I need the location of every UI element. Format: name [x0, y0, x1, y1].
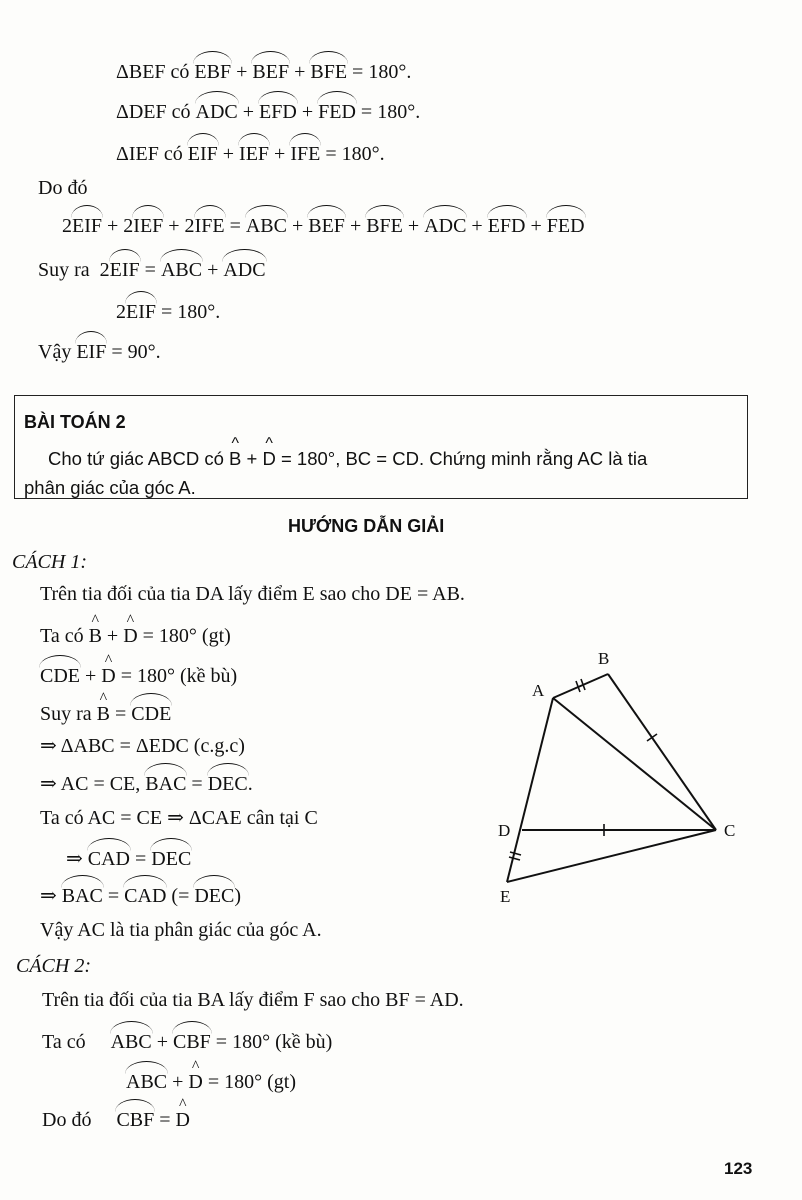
angle: CBF	[173, 1028, 211, 1054]
angle: ABC	[111, 1028, 152, 1054]
angle: EFD	[259, 98, 297, 124]
segment-ae	[507, 698, 553, 882]
angle: EIF	[72, 212, 102, 238]
text: ⇒	[66, 848, 83, 870]
text: = 180°, BC = CD. Chứng minh rằng AC là tia	[280, 448, 648, 469]
text: Suy ra	[38, 259, 90, 281]
text: =	[115, 703, 127, 725]
text: = 180°.	[360, 101, 421, 123]
text: Suy ra	[40, 703, 92, 725]
triangle-bef-line: ΔBEF có EBF + BEF + BFE = 180°.	[116, 58, 411, 84]
text: +	[106, 625, 119, 647]
angle: CAD	[88, 845, 130, 871]
angle-d: ^ D	[262, 447, 275, 471]
angle: BEF	[252, 58, 289, 84]
angle-b: ^ B	[229, 447, 241, 471]
angle: ^ D	[176, 1108, 190, 1132]
text: ΔBEF có	[116, 61, 190, 83]
angle: FED	[318, 98, 356, 124]
text: ΔIEF có	[116, 143, 183, 165]
cach2-line-4	[42, 1106, 190, 1132]
angle: ADC	[223, 256, 265, 282]
text: = 180°.	[352, 61, 412, 83]
text: .	[247, 773, 253, 795]
angle: ABC	[126, 1068, 167, 1094]
cach1-line-1: Trên tia đối của tia DA lấy điểm E sao cho DE = AB.	[40, 583, 465, 605]
text: = 180° (kề bù)	[120, 665, 238, 687]
angle: ^ D	[188, 1070, 202, 1094]
guide-title: HƯỚNG DẪN GIẢI	[288, 516, 445, 536]
angle: IEF	[133, 212, 163, 238]
text: =	[135, 848, 147, 870]
angle: EIF	[110, 256, 140, 282]
text: Cho tứ giác ABCD có	[48, 448, 224, 469]
text: ⇒	[40, 885, 57, 907]
angle: ABC	[246, 212, 287, 238]
text: + 2	[107, 215, 134, 237]
angle: CDE	[40, 662, 80, 688]
angle: EIF	[188, 140, 218, 166]
angle: BAC	[62, 882, 103, 908]
angle: FED	[547, 212, 585, 238]
do-do-text: Do đó	[38, 177, 88, 199]
angle: ^ D	[101, 664, 115, 688]
problem-line-1	[48, 447, 647, 471]
angle: ^ B	[89, 624, 102, 648]
cach1-line-8	[66, 845, 191, 871]
angle: EBF	[194, 58, 231, 84]
angle: EFD	[488, 212, 526, 238]
label-a: A	[532, 681, 545, 700]
cach2-line-3	[126, 1068, 296, 1094]
cach1-line-10: Vậy AC là tia phân giác của góc A.	[40, 919, 322, 941]
cach1-line-5: ⇒ ΔABC = ΔEDC (c.g.c)	[40, 735, 245, 757]
text: =	[159, 1109, 171, 1131]
angle: ADC	[196, 98, 238, 124]
cach-2-label: CÁCH 2:	[16, 955, 91, 977]
text: +	[246, 448, 258, 469]
angle: ^ D	[123, 624, 137, 648]
tick-mark	[647, 734, 657, 741]
cach-1-label: CÁCH 1:	[12, 551, 87, 573]
text: ⇒ AC = CE,	[40, 773, 141, 795]
cach2-line-1: Trên tia đối của tia BA lấy điểm F sao cho BF = AD.	[42, 989, 464, 1011]
angle: IFE	[195, 212, 225, 238]
problem-title: BÀI TOÁN 2	[24, 412, 126, 432]
text: 2	[62, 215, 72, 237]
cach1-line-2	[40, 624, 231, 648]
text: =	[191, 773, 203, 795]
text: (=	[171, 885, 190, 907]
angle: ABC	[161, 256, 202, 282]
angle: BFE	[310, 58, 347, 84]
angle: DEC	[151, 845, 191, 871]
segment-bc	[608, 674, 716, 830]
angle: ^ B	[97, 702, 110, 726]
angle: IEF	[239, 140, 269, 166]
tick-mark	[510, 852, 521, 855]
angle: CBF	[116, 1106, 154, 1132]
text: = 180° (kề bù)	[215, 1031, 333, 1053]
angle: IFE	[290, 140, 320, 166]
text: 2	[116, 301, 126, 323]
text: +	[156, 1031, 168, 1053]
text: = 180° (gt)	[207, 1071, 297, 1093]
angle: BEF	[308, 212, 345, 238]
text: = 180° (gt)	[142, 625, 231, 647]
label-b: B	[598, 649, 610, 668]
label-e: E	[500, 887, 511, 906]
text: = 180°.	[325, 143, 385, 165]
suy-ra-line: Suy ra 2EIF = ABC + ADC	[38, 256, 266, 282]
angle: EIF	[76, 338, 106, 364]
angle: ADC	[424, 212, 466, 238]
cach1-line-7: Ta có AC = CE ⇒ ΔCAE cân tại C	[40, 807, 318, 829]
text: +	[85, 665, 97, 687]
angle: CAD	[124, 882, 166, 908]
tick-mark	[509, 857, 520, 860]
angle: DEC	[208, 770, 248, 796]
text: Ta có	[42, 1031, 86, 1053]
segment-ec	[507, 830, 716, 882]
text: ΔDEF có	[116, 101, 191, 123]
cach2-line-2	[42, 1028, 332, 1054]
text: Ta có	[40, 625, 84, 647]
text: )	[234, 885, 242, 907]
problem-line-2: phân giác của góc A.	[24, 477, 196, 498]
segment-ac	[553, 698, 716, 830]
text: +	[172, 1071, 184, 1093]
angle: CDE	[131, 700, 171, 726]
text: = 180°.	[161, 301, 221, 323]
triangle-def-line: ΔDEF có ADC + EFD + FED = 180°.	[116, 98, 420, 124]
segment-ab	[553, 674, 608, 698]
text: 2	[99, 259, 110, 281]
sum-equation: 2EIF + 2IEF + 2IFE = ABC + BEF + BFE + ADC + EFD + FED	[62, 212, 585, 238]
angle: BFE	[366, 212, 403, 238]
label-c: C	[724, 821, 736, 840]
label-d: D	[498, 821, 511, 840]
text: = 90°.	[111, 341, 161, 363]
cach1-line-6	[40, 770, 253, 796]
two-eif-line	[116, 298, 220, 324]
text: Vậy	[38, 341, 72, 363]
angle: BAC	[145, 770, 186, 796]
cach1-line-4	[40, 700, 171, 726]
angle: DEC	[194, 882, 234, 908]
cach1-line-9: ⇒ BAC = CAD (= DEC)	[40, 882, 241, 908]
triangle-ief-line: ΔIEF có EIF + IEF + IFE = 180°.	[116, 140, 385, 166]
page-number: 123	[724, 1159, 753, 1178]
vay-line	[38, 338, 161, 364]
text: + 2	[168, 215, 195, 237]
text: Do đó	[42, 1109, 92, 1131]
cach1-line-3	[40, 662, 237, 688]
angle: EIF	[126, 298, 156, 324]
geometry-figure	[490, 640, 750, 910]
